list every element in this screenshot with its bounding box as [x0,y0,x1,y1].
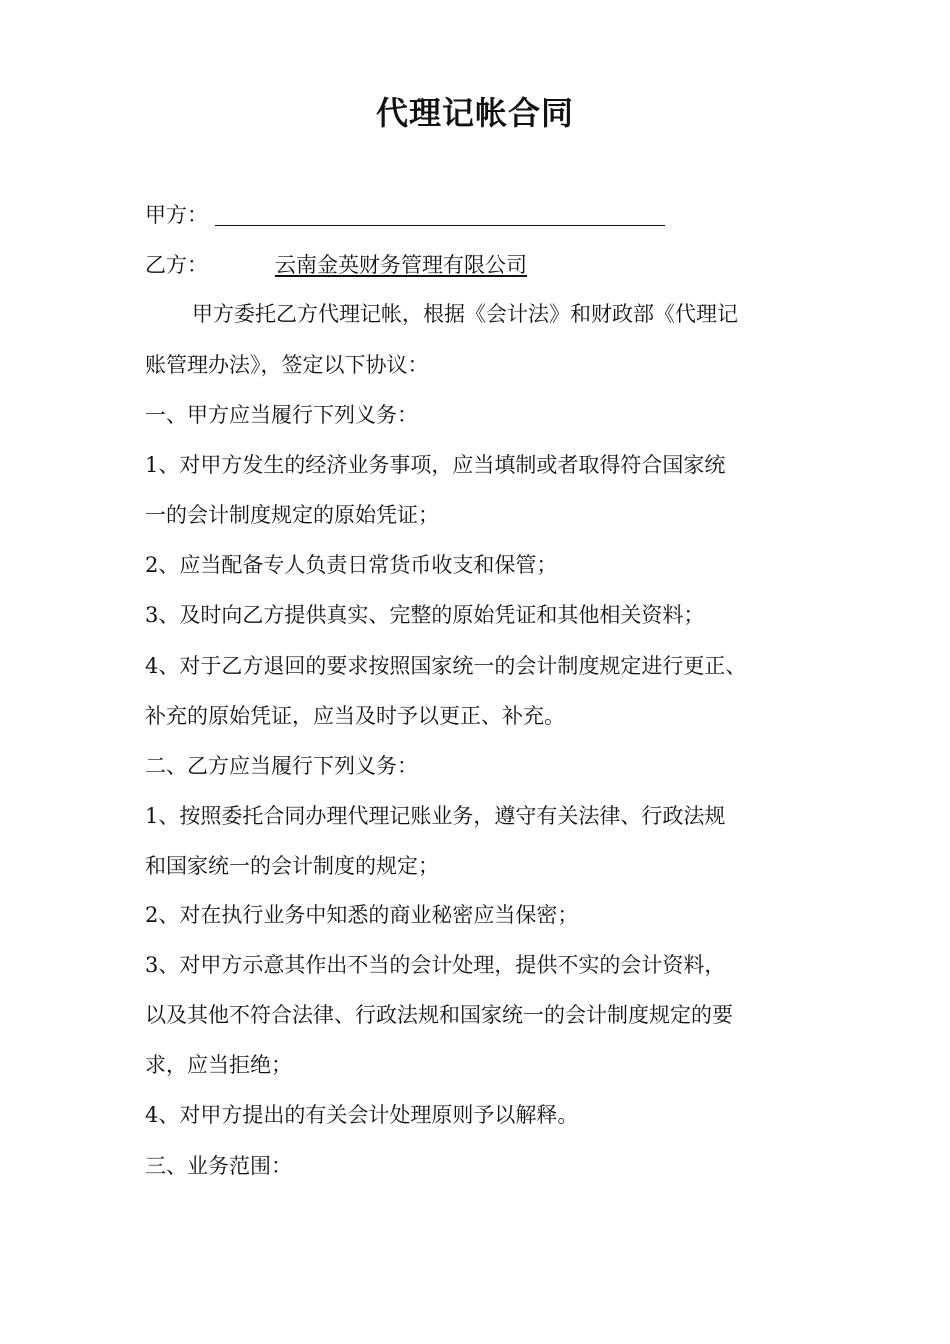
paragraph-line: 以及其他不符合法律、行政法规和国家统一的会计制度规定的要 [145,1003,733,1027]
paragraph-line: 3、及时向乙方提供真实、完整的原始凭证和其他相关资料； [145,603,705,627]
section-heading-1: 一、甲方应当履行下列义务： [145,403,418,427]
paragraph-line: 2、应当配备专人负责日常货币收支和保管； [145,553,558,577]
paragraph-line: 甲方委托乙方代理记帐，根据《会计法》和财政部《代理记 [192,302,738,326]
paragraph-line: 补充的原始凭证，应当及时予以更正、补充。 [145,704,565,728]
paragraph-line: 和国家统一的会计制度的规定； [145,854,439,878]
document-title: 代理记帐合同 [375,94,574,132]
paragraph-line: 一的会计制度规定的原始凭证； [145,503,439,527]
section-heading-2: 二、乙方应当履行下列义务： [145,754,418,778]
paragraph-line: 求，应当拒绝； [145,1053,292,1077]
party-b-label: 乙方： [145,253,208,277]
paragraph-line: 2、对在执行业务中知悉的商业秘密应当保密； [145,903,579,927]
party-a-label: 甲方： [145,203,208,227]
paragraph-line: 账管理办法》，签定以下协议： [145,353,429,377]
paragraph-line: 3、对甲方示意其作出不当的会计处理，提供不实的会计资料， [145,953,726,977]
party-a-blank-line [215,225,665,226]
paragraph-line: 1、按照委托合同办理代理记账业务，遵守有关法律、行政法规 [145,804,726,828]
paragraph-line: 1、对甲方发生的经济业务事项，应当填制或者取得符合国家统 [145,453,726,477]
paragraph-line: 4、对甲方提出的有关会计处理原则予以解释。 [145,1103,579,1127]
paragraph-line: 4、对于乙方退回的要求按照国家统一的会计制度规定进行更正、 [145,654,747,678]
section-heading-3: 三、业务范围： [145,1154,292,1178]
party-b-name: 云南金英财务管理有限公司 [275,253,527,277]
